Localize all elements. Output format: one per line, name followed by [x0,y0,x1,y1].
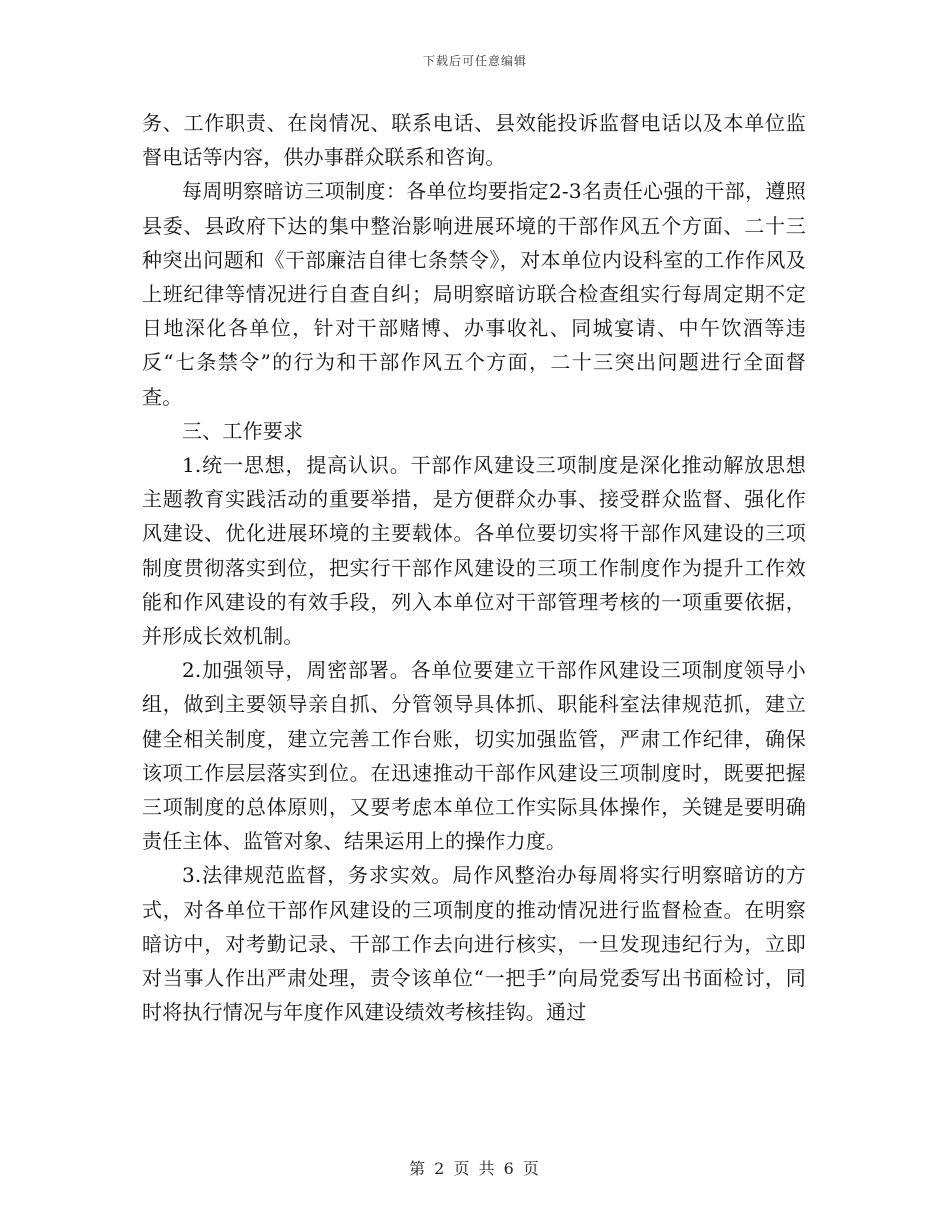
document-body [142,106,806,1029]
page-header-note: 下载后可任意编辑 [422,54,527,68]
paragraph-requirement-2: 2.加强领导，周密部署。各单位要建立干部作风建设三项制度领导小组，做到主要领导亲自抓、分管领导具体抓、职能科室法律规范抓，建立健全相关制度，建立完善工作台账，切实加强监管，严肃工作纪律，确保该项工作层层落实到位。在迅速推动干部作风建设三项制度时，既要把握三项制度的总体原则，又要考虑本单位工作实际具体操作，关键是要明确责任主体、监管对象、结果运用上的操作力度。 [142,658,806,854]
section-heading-work-requirements: 三、工作要求 [182,418,304,443]
paragraph-requirement-3: 3.法律规范监督，务求实效。局作风整治办每周将实行明察暗访的方式，对各单位干部作风建设的三项制度的推动情况进行监督检查。在明察暗访中，对考勤记录、干部工作去向进行核实，一旦发现违纪行为，立即对当事人作出严肃处理，责令该单位“一把手”向局党委写出书面检讨，同时将执行情况与年度作风建设绩效考核挂钩。通过 [142,863,806,1025]
paragraph-requirement-1: 1.统一思想，提高认识。干部作风建设三项制度是深化推动解放思想主题教育实践活动的重要举措，是方便群众办事、接受群众监督、强化作风建设、优化进展环境的主要载体。各单位要切实将干部作风建设的三项制度贯彻落实到位，把实行干部作风建设的三项工作制度作为提升工作效能和作风建设的有效手段，列入本单位对干部管理考核的一项重要依据，并形成长效机制。 [142,453,806,649]
paragraph-1: 务、工作职责、在岗情况、联系电话、县效能投诉监督电话以及本单位监督电话等内容，供办事群众联系和咨询。 [142,111,806,170]
page-number-footer: 第 2 页 共 6 页 [409,1159,541,1178]
paragraph-2: 每周明察暗访三项制度：各单位均要指定2-3名责任心强的干部，遵照县委、县政府下达的集中整治影响进展环境的干部作风五个方面、二十三种突出问题和《干部廉洁自律七条禁令》，对本单位内设科室的工作作风及上班纪律等情况进行自查自纠；局明察暗访联合检查组实行每周定期不定日地深化各单位，针对干部赌博、办事收礼、同城宴请、中午饮酒等违反“七条禁令”的行为和干部作风五个方面，二十三突出问题进行全面督查。 [142,179,806,409]
